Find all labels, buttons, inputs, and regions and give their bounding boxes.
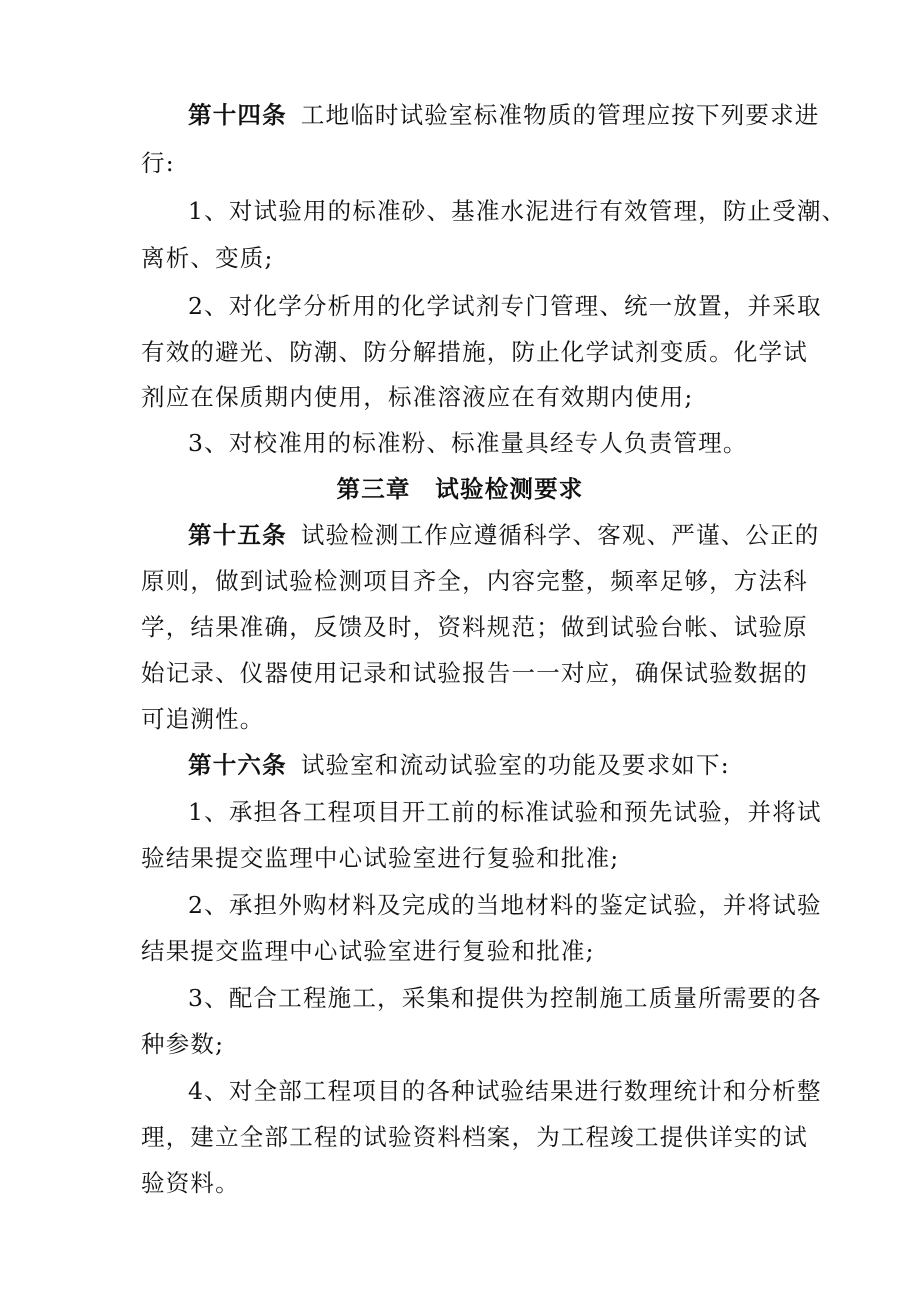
article-16-intro: 试验室和流动试验室的功能及要求如下: (300, 751, 730, 779)
article-15-line-4: 始记录、仪器使用记录和试验报告一一对应，确保试验数据的 (141, 659, 808, 687)
article-14-item-2: 2、对化学分析用的化学试剂专门管理、统一放置，并采取 (188, 292, 822, 320)
chapter-3-heading: 第三章 试验检测要求 (336, 475, 584, 503)
article-15-line-2: 原则，做到试验检测项目齐全，内容完整，频率足够，方法科 (141, 567, 808, 595)
article-14-title: 第十四条 (188, 101, 287, 129)
article-14-item-3: 3、对校准用的标准粉、标准量具经专人负责管理。 (188, 429, 748, 457)
article-16-item-4-cont-1: 理，建立全部工程的试验资料档案，为工程竣工提供详实的试 (141, 1123, 808, 1151)
article-16-item-2: 2、承担外购材料及完成的当地材料的鉴定试验，并将试验 (188, 891, 822, 919)
article-14-line-2: 行: (141, 149, 175, 177)
article-14-item-2-cont-2: 剂应在保质期内使用，标准溶液应在有效期内使用; (141, 383, 694, 411)
article-14-item-1-cont: 离析、变质; (141, 244, 274, 272)
article-15-line-1 (188, 520, 820, 550)
article-15-text: 试验检测工作应遵循科学、客观、严谨、公正的 (300, 521, 820, 549)
article-16-item-4: 4、对全部工程项目的各种试验结果进行数理统计和分析整 (188, 1077, 822, 1105)
article-16-item-1: 1、承担各工程项目开工前的标准试验和预先试验，并将试 (188, 798, 822, 826)
article-16-item-4-cont-2: 验资料。 (141, 1169, 240, 1197)
article-16-item-1-cont: 验结果提交监理中心试验室进行复验和批准; (141, 844, 620, 872)
article-14-line-1 (188, 100, 820, 130)
article-15-title: 第十五条 (188, 521, 287, 549)
article-16-item-3: 3、配合工程施工，采集和提供为控制施工质量所需要的各 (188, 984, 822, 1012)
article-16-line-1 (188, 750, 730, 780)
article-15-line-3: 学，结果准确，反馈及时，资料规范；做到试验台帐、试验原 (141, 613, 808, 641)
article-15-line-5: 可追溯性。 (141, 705, 265, 733)
article-14-item-2-cont-1: 有效的避光、防潮、防分解措施，防止化学试剂变质。化学试 (141, 338, 808, 366)
article-16-item-2-cont: 结果提交监理中心试验室进行复验和批准; (141, 937, 595, 965)
article-14-item-1: 1、对试验用的标准砂、基准水泥进行有效管理，防止受潮、 (188, 197, 847, 225)
article-14-intro: 工地临时试验室标准物质的管理应按下列要求进 (300, 101, 820, 129)
article-16-item-3-cont: 种参数; (141, 1030, 225, 1058)
article-16-title: 第十六条 (188, 751, 287, 779)
